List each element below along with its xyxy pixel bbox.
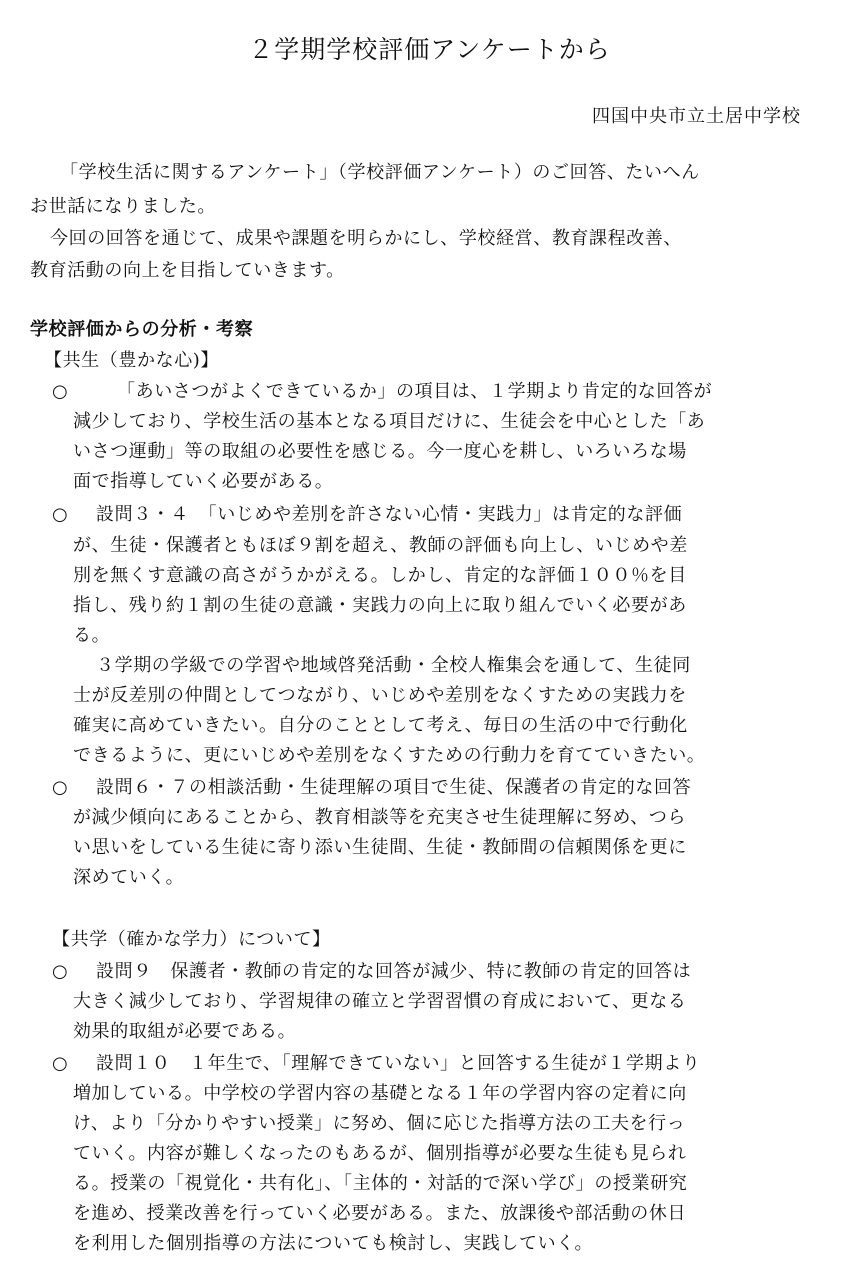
kyosei-item-2-line: 確実に高めていきたい。自分のこととして考え、毎日の生活の中で行動化 bbox=[73, 715, 688, 736]
kyogaku-item-2-line: 設問１０ １年生で、「理解できていない」と回答する生徒が１学期より bbox=[96, 1053, 701, 1074]
kyosei-item-2-line: できるように、更にいじめや差別をなくすための行動力を育てていきたい。 bbox=[73, 745, 706, 766]
bullet-marker: ○ bbox=[52, 961, 69, 982]
kyosei-item-3-line: が減少傾向にあることから、教育相談等を充実させ生徒理解に努め、つら bbox=[73, 807, 687, 828]
kyosei-item-2-line: ３学期の学級での学習や地域啓発活動・全校人権集会を通して、生徒同 bbox=[96, 655, 691, 676]
kyosei-item-1-line: いさつ運動」等の取組の必要性を感じる。今一度心を耕し、いろいろな場 bbox=[73, 441, 687, 462]
kyosei-item-2-line: 設問３・４ 「いじめや差別を許さない心情・実践力」は肯定的な評価 bbox=[96, 504, 683, 525]
kyogaku-item-2-line: ていく。内容が難しくなったのもあるが、個別指導が必要な生徒も見られ bbox=[73, 1143, 687, 1164]
kyogaku-item-2-line: け、より「分かりやすい授業」に努め、個に応じた指導方法の工夫を行っ bbox=[73, 1113, 686, 1134]
kyosei-item-3-line: 深めていく。 bbox=[73, 867, 185, 888]
intro-line: 教育活動の向上を目指していきます。 bbox=[30, 260, 345, 281]
intro-line: お世話になりました。 bbox=[30, 196, 216, 217]
kyosei-item-2-line: 別を無くす意識の高さがうかがえる。しかし、肯定的な評価１００％を目 bbox=[73, 565, 687, 586]
section-heading: 学校評価からの分析・考察 bbox=[30, 319, 254, 340]
kyogaku-item-1-line: 設問９ 保護者・教師の肯定的な回答が減少、特に教師の肯定的回答は bbox=[96, 961, 692, 982]
kyosei-item-1-line: 減少しており、学校生活の基本となる項目だけに、生徒会を中心とした「あ bbox=[73, 411, 706, 432]
bullet-marker: ○ bbox=[52, 504, 69, 525]
bullet-marker: ○ bbox=[52, 777, 69, 798]
kyosei-item-2-line: が、生徒・保護者ともほぼ９割を超え、教師の評価も向上し、いじめや差 bbox=[73, 535, 688, 556]
kyosei-item-3-line: い思いをしている生徒に寄り添い生徒間、生徒・教師間の信頼関係を更に bbox=[73, 837, 687, 858]
document-title: ２学期学校評価アンケートから bbox=[248, 35, 611, 64]
kyosei-item-2-line: 指し、残り約１割の生徒の意識・実践力の向上に取り組んでいく必要があ bbox=[73, 595, 687, 616]
kyogaku-item-2-line: 増加している。中学校の学習内容の基礎となる１年の学習内容の定着に向 bbox=[73, 1083, 687, 1104]
kyosei-item-3-line: 設問６・７の相談活動・生徒理解の項目で生徒、保護者の肯定的な回答 bbox=[96, 777, 692, 798]
kyosei-item-2-line: 士が反差別の仲間としてつながり、いじめや差別をなくすための実践力を bbox=[73, 685, 687, 706]
kyogaku-item-1-line: 効果的取組が必要である。 bbox=[73, 1021, 297, 1042]
kyosei-item-1-line: 「あいさつがよくできているか」の項目は、１学期より肯定的な回答が bbox=[117, 381, 713, 402]
intro-line: 「学校生活に関するアンケート」（学校評価アンケート）のご回答、たいへん bbox=[60, 162, 700, 183]
kyogaku-heading: 【共学（確かな学力）について】 bbox=[52, 929, 331, 950]
kyosei-heading: 【共生（豊かな心)】 bbox=[44, 350, 220, 371]
bullet-marker: ○ bbox=[52, 381, 69, 402]
kyogaku-item-1-line: 大きく減少しており、学習規律の確立と学習習慣の育成において、更なる bbox=[73, 991, 687, 1012]
kyogaku-item-2-line: を利用した個別指導の方法についても検討し、実践していく。 bbox=[73, 1233, 594, 1254]
kyogaku-item-2-line: る。授業の「視覚化・共有化」、「主体的・対話的で深い学び」の授業研究 bbox=[73, 1173, 688, 1194]
kyogaku-item-2-line: を進め、授業改善を行っていく必要がある。また、放課後や部活動の休日 bbox=[73, 1203, 687, 1224]
kyosei-item-1-line: 面で指導していく必要がある。 bbox=[73, 471, 334, 492]
intro-line: 今回の回答を通じて、成果や課題を明らかにし、学校経営、教育課程改善、 bbox=[50, 228, 683, 249]
kyosei-item-2-line: る。 bbox=[73, 625, 111, 646]
bullet-marker: ○ bbox=[52, 1053, 69, 1074]
school-name: 四国中央市立土居中学校 bbox=[592, 106, 801, 127]
